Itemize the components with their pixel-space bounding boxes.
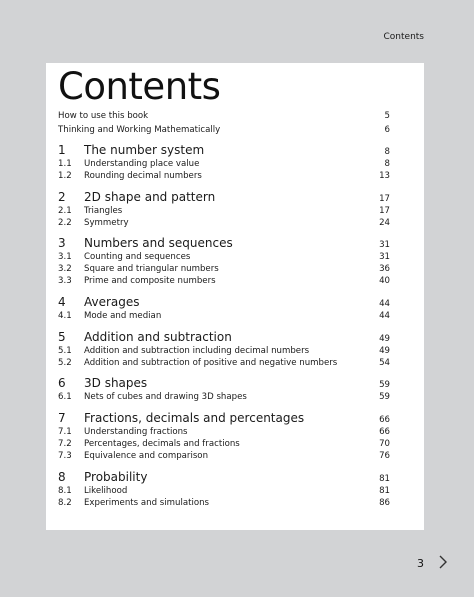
chapter-entry-number: 7 bbox=[58, 411, 66, 425]
chapter-entry-label: Fractions, decimals and percentages bbox=[84, 411, 305, 425]
section-entry-page: 49 bbox=[379, 346, 390, 356]
section-entry-label: Mode and median bbox=[84, 311, 162, 321]
section-entry-number: 7.2 bbox=[58, 439, 72, 449]
page-title: Contents bbox=[58, 65, 221, 108]
section-entry-page: 13 bbox=[379, 171, 390, 181]
section-entry-number: 5.1 bbox=[58, 346, 72, 356]
section-entry-number: 1.2 bbox=[58, 171, 72, 181]
section-entry-label: Percentages, decimals and fractions bbox=[84, 439, 240, 449]
section-entry-number: 3.2 bbox=[58, 264, 72, 274]
chapter-entry-number: 6 bbox=[58, 376, 66, 390]
section-entry-label: Equivalence and comparison bbox=[84, 451, 209, 461]
section-entry-number: 2.2 bbox=[58, 218, 72, 228]
section-entry-label: Triangles bbox=[84, 206, 123, 216]
section-entry[interactable] bbox=[58, 450, 390, 462]
section-entry-page: 76 bbox=[379, 451, 390, 461]
chapter-entry-page: 44 bbox=[379, 299, 390, 309]
section-entry[interactable] bbox=[58, 391, 390, 403]
chapter-entry-label: Averages bbox=[84, 295, 140, 309]
chapter-entry-label: The number system bbox=[84, 143, 205, 157]
chapter-entry-label: Numbers and sequences bbox=[84, 236, 233, 250]
chevron-right-icon[interactable] bbox=[436, 553, 450, 571]
section-entry-page: 81 bbox=[379, 486, 390, 496]
chapter-entry-page: 66 bbox=[379, 415, 390, 425]
section-entry-label: Likelihood bbox=[84, 486, 128, 496]
section-entry-label: Counting and sequences bbox=[84, 252, 191, 262]
chapter-entry-label: 3D shapes bbox=[84, 376, 148, 390]
section-entry[interactable] bbox=[58, 170, 390, 182]
section-entry[interactable] bbox=[58, 426, 390, 438]
chapter-entry-number: 1 bbox=[58, 143, 66, 157]
front-matter-entry-page: 5 bbox=[384, 111, 390, 121]
chapter-entry-page: 81 bbox=[379, 474, 390, 484]
chapter-entry-page: 31 bbox=[379, 240, 390, 250]
section-entry-page: 24 bbox=[379, 218, 390, 228]
chapter-entry-number: 4 bbox=[58, 295, 66, 309]
section-entry-number: 5.2 bbox=[58, 358, 72, 368]
running-header: Contents bbox=[383, 32, 424, 42]
section-entry-page: 86 bbox=[379, 498, 390, 508]
section-entry-page: 36 bbox=[379, 264, 390, 274]
chapter-entry-page: 17 bbox=[379, 194, 390, 204]
contents-panel bbox=[46, 63, 424, 530]
section-entry-page: 40 bbox=[379, 276, 390, 286]
chapter-entry-label: 2D shape and pattern bbox=[84, 190, 216, 204]
front-matter-entry-page: 6 bbox=[384, 125, 390, 135]
section-entry-label: Addition and subtraction of positive and negative numbers bbox=[84, 358, 338, 368]
section-entry[interactable] bbox=[58, 158, 390, 170]
front-matter-entry-label: How to use this book bbox=[58, 111, 149, 121]
section-entry[interactable] bbox=[58, 263, 390, 275]
section-entry[interactable] bbox=[58, 438, 390, 450]
front-matter-entry[interactable] bbox=[58, 124, 390, 136]
section-entry-page: 66 bbox=[379, 427, 390, 437]
section-entry-label: Understanding place value bbox=[84, 159, 200, 169]
chapter-entry-number: 8 bbox=[58, 470, 66, 484]
section-entry[interactable] bbox=[58, 357, 390, 369]
section-entry-page: 8 bbox=[384, 159, 390, 169]
section-entry-number: 8.2 bbox=[58, 498, 72, 508]
section-entry-label: Experiments and simulations bbox=[84, 498, 210, 508]
section-entry[interactable] bbox=[58, 485, 390, 497]
section-entry[interactable] bbox=[58, 275, 390, 287]
page-number: 3 bbox=[417, 557, 424, 570]
section-entry-label: Square and triangular numbers bbox=[84, 264, 219, 274]
chapter-entry-number: 2 bbox=[58, 190, 66, 204]
front-matter-entry-label: Thinking and Working Mathematically bbox=[58, 125, 221, 135]
section-entry-number: 2.1 bbox=[58, 206, 72, 216]
section-entry-label: Rounding decimal numbers bbox=[84, 171, 202, 181]
section-entry-number: 3.3 bbox=[58, 276, 72, 286]
section-entry[interactable] bbox=[58, 345, 390, 357]
section-entry-number: 1.1 bbox=[58, 159, 72, 169]
section-entry-page: 54 bbox=[379, 358, 390, 368]
section-entry-label: Symmetry bbox=[84, 218, 129, 228]
section-entry-number: 4.1 bbox=[58, 311, 72, 321]
section-entry-number: 8.1 bbox=[58, 486, 72, 496]
section-entry[interactable] bbox=[58, 217, 390, 229]
section-entry[interactable] bbox=[58, 205, 390, 217]
section-entry[interactable] bbox=[58, 497, 390, 509]
section-entry[interactable] bbox=[58, 310, 390, 322]
front-matter-entry[interactable] bbox=[58, 110, 390, 122]
section-entry-label: Prime and composite numbers bbox=[84, 276, 216, 286]
section-entry-page: 44 bbox=[379, 311, 390, 321]
section-entry-page: 31 bbox=[379, 252, 390, 262]
section-entry-number: 6.1 bbox=[58, 392, 72, 402]
section-entry-label: Understanding fractions bbox=[84, 427, 188, 437]
chapter-entry-page: 59 bbox=[379, 380, 390, 390]
chapter-entry-label: Addition and subtraction bbox=[84, 330, 232, 344]
section-entry-label: Nets of cubes and drawing 3D shapes bbox=[84, 392, 247, 402]
section-entry[interactable] bbox=[58, 251, 390, 263]
section-entry-number: 7.1 bbox=[58, 427, 72, 437]
chapter-entry-number: 5 bbox=[58, 330, 66, 344]
section-entry-number: 7.3 bbox=[58, 451, 72, 461]
chapter-entry-page: 8 bbox=[384, 147, 390, 157]
section-entry-page: 70 bbox=[379, 439, 390, 449]
section-entry-page: 59 bbox=[379, 392, 390, 402]
section-entry-number: 3.1 bbox=[58, 252, 72, 262]
chapter-entry-page: 49 bbox=[379, 334, 390, 344]
chapter-entry-number: 3 bbox=[58, 236, 66, 250]
section-entry-label: Addition and subtraction including decimal numbers bbox=[84, 346, 310, 356]
section-entry-page: 17 bbox=[379, 206, 390, 216]
chapter-entry-label: Probability bbox=[84, 470, 148, 484]
